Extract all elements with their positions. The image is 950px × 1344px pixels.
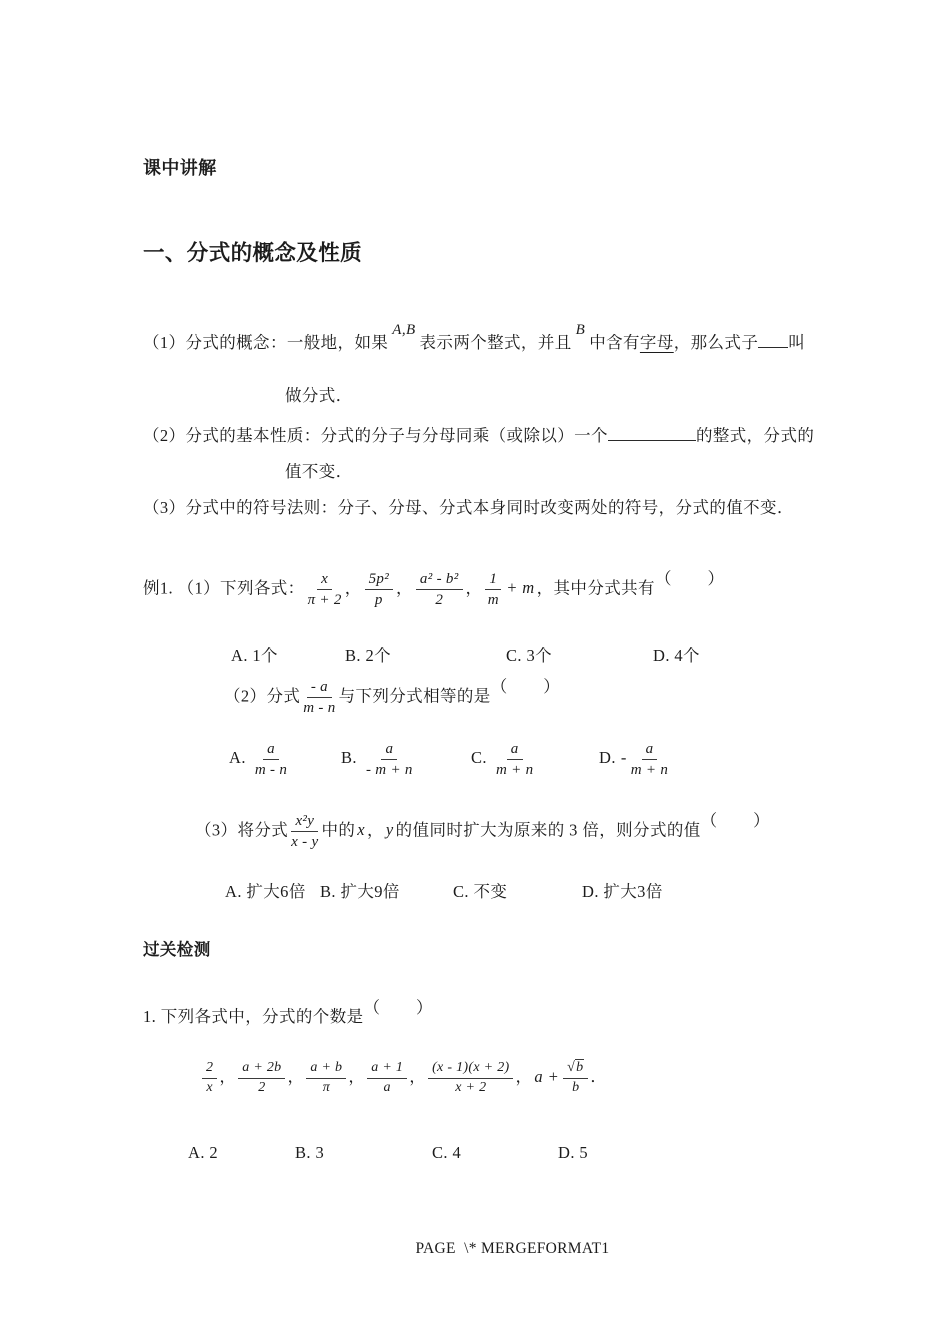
separator-comma: ， xyxy=(465,578,483,598)
math-sup-b: B xyxy=(575,322,586,338)
fraction-a-over-neg-m-plus-n: $\frac{a}{- m + n}$ xyxy=(365,741,413,778)
concept-item2-line1 xyxy=(143,424,814,447)
fraction-product-over-x-plus-2: $\frac{(x - 1)(x + 2)}{x + 2}$ xyxy=(428,1060,513,1097)
fraction-neg-a-over-m-minus-n: $\frac{- a}{m - n}$ xyxy=(303,679,336,716)
example1-q1-options xyxy=(231,645,700,667)
example1-question1 xyxy=(143,570,725,609)
section-heading: 一、分式的概念及性质 xyxy=(143,241,363,265)
example1-q2-options xyxy=(229,740,671,779)
example1-question3 xyxy=(195,812,771,851)
option-a: A. 1个 xyxy=(231,645,278,665)
fraction-a2-minus-b2-over-2: $\frac{\text{a² - b²}}{2}$ xyxy=(416,570,463,609)
fraction-x2y-over-x-minus-y: $\frac{\text{x²y}}{x - y}$ xyxy=(291,813,319,850)
example1-q3-lead: （3）将分式 xyxy=(195,820,289,840)
separator-comma: ， xyxy=(287,1067,305,1087)
concept-item1-seg5: 叫 xyxy=(788,333,806,352)
separator-comma: ， xyxy=(348,1067,366,1087)
fraction-2-over-x: $\frac{2}{x}$ xyxy=(202,1060,217,1097)
separator-comma: ， xyxy=(515,1067,533,1087)
fraction-a-over-m-minus-n: $\frac{a}{m - n}$ xyxy=(254,741,288,778)
quiz-question1-stem xyxy=(143,998,434,1028)
radical-sign: √ xyxy=(567,1060,576,1075)
variable-x: x xyxy=(357,820,366,840)
answer-paren: （ ） xyxy=(654,569,725,589)
fraction-a-plus-2b-over-2: $\frac{a + 2b}{2}$ xyxy=(238,1060,285,1097)
example1-q2-tail: 与下列分式相等的是 xyxy=(338,686,491,706)
option-c: C. $\frac{a}{m + n}$ xyxy=(471,741,534,778)
concept-item2-line2: 值不变． xyxy=(285,462,353,481)
option-b: B. 扩大9倍 xyxy=(320,881,400,901)
option-a: A. 2 xyxy=(188,1142,219,1162)
fraction-5p2-over-p: $\frac{\text{5p²}}{p}$ xyxy=(365,570,393,609)
fraction-x-over-pi-plus-2: $\frac{x}{\pi + 2}$ xyxy=(307,571,342,608)
option-b: B. $\frac{a}{- m + n}$ xyxy=(341,741,413,778)
quiz-heading: 过关检测 xyxy=(143,940,211,959)
example1-q3-mid: 中的 xyxy=(321,820,356,840)
option-d: D. 扩大3倍 xyxy=(582,881,663,901)
variable-y: y xyxy=(385,820,394,840)
plus-m-term: + m xyxy=(506,578,535,598)
example1-q3-tail: 的值同时扩大为原来的 3 倍，则分式的值 xyxy=(395,820,701,840)
math-sup-ab: A,B xyxy=(392,322,416,338)
quiz-q1-stem-text: 1. 下列各式中，分式的个数是 xyxy=(143,1007,364,1026)
separator-comma: ， xyxy=(344,578,362,598)
sentence-period: ． xyxy=(590,1067,608,1087)
option-b: B. 3 xyxy=(295,1142,325,1162)
option-a: A. 扩大6倍 xyxy=(225,881,306,901)
fill-blank-long xyxy=(608,424,696,441)
page-number-field: PAGE \* MERGEFORMAT1 xyxy=(415,1240,610,1257)
quiz-q1-options xyxy=(188,1142,588,1164)
example1-q2-lead: （2）分式 xyxy=(224,686,301,706)
fraction-1-over-m: $\frac{1}{m}$ xyxy=(485,570,501,609)
example1-q3-options xyxy=(225,881,663,903)
answer-paren: （ ） xyxy=(700,811,771,831)
fraction-sqrt-b-over-b: $\frac{√b}{b}$ xyxy=(563,1060,588,1097)
option-c: C. 3个 xyxy=(506,645,553,665)
fraction-neg-a-over-m-plus-n: $\frac{a}{m + n}$ xyxy=(630,741,669,778)
option-d: D. 5 xyxy=(558,1142,589,1162)
example1-question2 xyxy=(224,678,561,717)
concept-item2-seg2: 的整式，分式的 xyxy=(695,426,815,445)
term-a-plus: a + xyxy=(534,1067,560,1087)
concept-item1-seg2: 表示两个整式，并且 xyxy=(419,333,572,352)
concept-item1-line1 xyxy=(143,322,806,354)
answer-paren: （ ） xyxy=(490,677,561,697)
example1-q1-tail: ，其中分式共有 xyxy=(536,578,655,598)
option-a: A. $\frac{a}{m - n}$ xyxy=(229,741,288,778)
answer-paren: （ ） xyxy=(363,998,434,1017)
separator-comma: ， xyxy=(409,1067,427,1087)
quiz-q1-expression-list xyxy=(200,1060,607,1097)
lecture-heading: 课中讲解 xyxy=(143,158,217,178)
radical-argument: b xyxy=(576,1060,584,1075)
concept-item1-seg4: ，那么式子 xyxy=(673,333,759,352)
fraction-a-over-m-plus-n: $\frac{a}{m + n}$ xyxy=(495,741,534,778)
option-d: D. - $\frac{a}{m + n}$ xyxy=(599,741,669,778)
concept-item1-seg3: 中含有 xyxy=(589,333,640,352)
separator-comma: ， xyxy=(219,1067,237,1087)
example1-intro: 例1. （1）下列各式： xyxy=(143,578,305,598)
separator-comma: ， xyxy=(396,578,413,598)
fraction-a-plus-b-over-pi: $\frac{a + b}{\pi}$ xyxy=(306,1060,346,1097)
option-d: D. 4个 xyxy=(653,645,700,665)
separator-comma: ， xyxy=(367,820,384,840)
concept-item1-line2: 做分式． xyxy=(285,386,353,405)
option-c: C. 4 xyxy=(432,1142,462,1162)
option-b: B. 2个 xyxy=(345,645,392,665)
underlined-term: 字母 xyxy=(639,333,674,352)
concept-item1-seg1: （1）分式的概念：一般地，如果 xyxy=(143,333,389,352)
concept-item2-seg1: （2）分式的基本性质：分式的分子与分母同乘（或除以）一个 xyxy=(143,426,608,445)
fill-blank-short xyxy=(758,331,788,348)
fraction-a-plus-1-over-a: $\frac{a + 1}{a}$ xyxy=(367,1060,407,1097)
option-c: C. 不变 xyxy=(453,881,508,901)
concept-item3: （3）分式中的符号法则：分子、分母、分式本身同时改变两处的符号，分式的值不变． xyxy=(143,498,794,517)
